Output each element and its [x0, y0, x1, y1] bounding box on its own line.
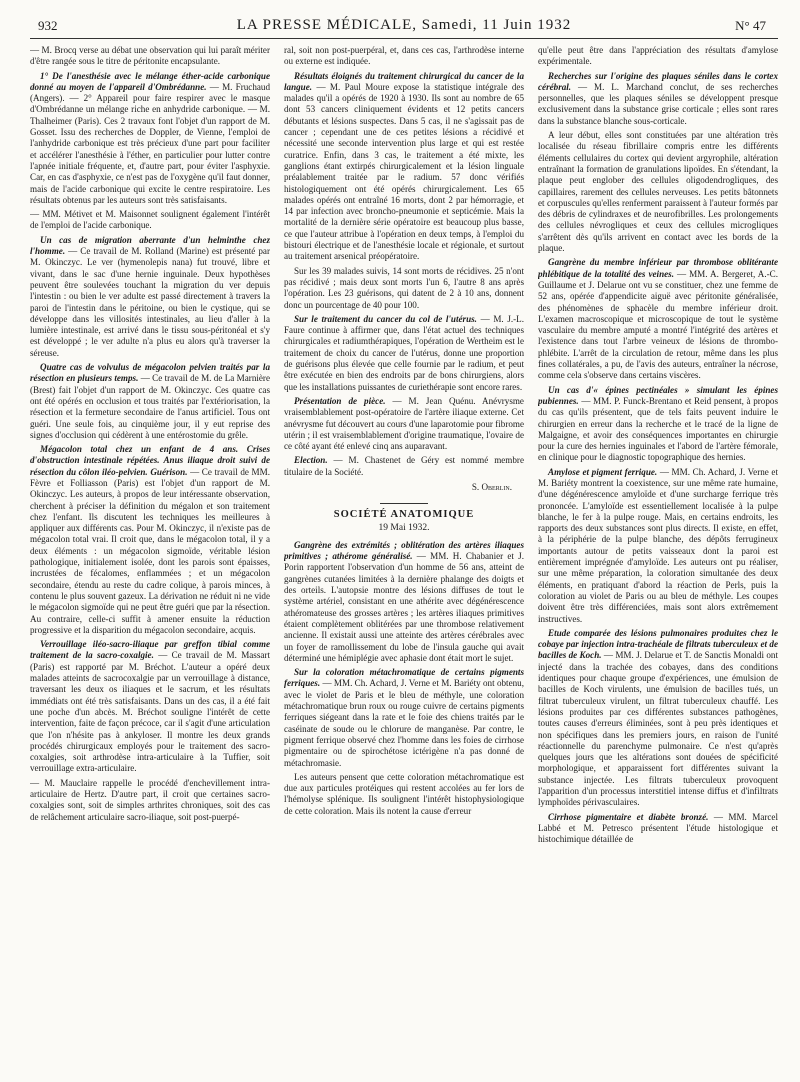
- paragraph: [30, 639, 270, 775]
- paragraph-text: — MM. P. Funck-Brentano et Reid pensent, à propos du cas qu'ils présentent, que de tels faits peuvent induire le chirurgien en erreur dans la recherche et le tracé de la ligne de Malgaigne, et avoir des conséquences importantes en chirurgie pour la cure des hernies inguinales et l'abord de l'artère fémorale, en clinique pour le diagnostic topographique des hernies.: [538, 395, 778, 463]
- paragraph-text: — MM. Ch. Achard, J. Verne et M. Bariéty montrent la coexistence, sur une même rate humaine, d'une dégénérescence amyloïde et d'une surcharge ferrique très prononcée. L'amyloïde est essentiellement localisée à la pulpe blanche, le fer à la pulpe rouge. Mais, en certains endroits, les rapports des deux substances sont plus directs. Il existe, en effet, à la périphérie de la pulpe blanche, des dépôts ferrugineux importants autour de petits vaisseaux dont la paroi est entièrement imprégnée d'amyloïde. Les auteurs ont pu réaliser, sur une même préparation, la coloration simultanée des deux éléments, en pratiquant d'abord la réaction de Perls, puis la coloration au violet de Paris ou au bleu de méthyle. Les coupes doivent être très différenciées, mais sont alors extrêmement instructives.: [538, 466, 778, 624]
- paragraph: [284, 540, 524, 664]
- masthead-title: LA PRESSE MÉDICALE, Samedi, 11 Juin 1932: [236, 17, 572, 33]
- article-heading: Recherches sur l'origine des plaques séniles dans le cortex cérébral.: [538, 70, 778, 92]
- paragraph-text: Les auteurs pensent que cette coloration métachromatique est due aux particules protéiques qui restent accolées au fer lors de l'hémolyse splénique. Ils soulignent l'intérêt histophysiologique de cette coloration. Mais ils notent la cause d'erreur: [284, 771, 524, 816]
- section-date: 19 Mai 1932.: [378, 522, 430, 533]
- column-left: [30, 45, 270, 1075]
- paragraph-text: — Ce travail de M. de La Marnière (Brest) fait l'objet d'un rapport de M. Okinczyc. Ces quatre cas ont été opérés en occlusion et tous traités par l'extériorisation, la résection et la fermeture secondaire de l'anus artificiel. Tous ont guéri. Une seule fois, au cinquième jour, il y eut reprise des signes d'occlusion qui cédèrent à une entérostomie du grêle.: [30, 373, 270, 440]
- paragraph: [30, 778, 270, 823]
- column-right: [538, 45, 778, 1075]
- paragraph: [284, 45, 524, 68]
- paragraph: [30, 71, 270, 207]
- paragraph: [284, 266, 524, 311]
- paragraph: [284, 455, 524, 478]
- paragraph-text: A leur début, elles sont constituées par une altération très localisée du réseau fibrillaire compris entre les différents éléments cellulaires du cortex qui devient argyrophile, altération entraînant la formation de granulations lipoïdes. En s'étendant, la plaque peut englober des cellules oligodendrogliques, des capillaires, rarement des cellules nerveuses. Les petits bâtonnets et corpuscules qu'elles renferment paraissent à l'auteur formés par des débris de cylindraxes et de neurofibrilles. Les prolongements des cellules névrogliques et ceux des cellules microgliques s'arrêtent dès qu'ils arrivent en contact avec les bords de la plaque.: [538, 130, 778, 254]
- article-heading: Un cas de migration aberrante d'un helminthe chez l'homme.: [30, 234, 270, 257]
- paragraph-text: ral, soit non post-puerpéral, et, dans ces cas, l'arthrodèse interne ou externe est indiquée.: [284, 45, 524, 67]
- section-title: SOCIÉTÉ ANATOMIQUE: [284, 503, 524, 520]
- paragraph: [30, 362, 270, 441]
- paragraph-text: — M. L. Marchand conclut, de ses recherches personnelles, que les plaques séniles se développent presque exclusivement dans la substance grise corticale ; elles sont rares dans la substance blanche sous-corticale.: [538, 81, 778, 126]
- paragraph-text: — M. Fruchaud (Angers). — 2° Appareil pour faire respirer avec le masque d'Ombrédanne un mélange riche en anhydride carbonique. — M. Thalheimer (Paris). Ces 2 travaux font l'objet d'un rapport de M. Gosset. Issu des recherches de Doppler, de Vienne, l'emploi de l'anhydride carbonique est très précieux d'une part pour faciliter et accélérer l'anesthésie à l'éther, en particulier pour lutter contre l'apnée initiale fréquente, et, d'autre part, pour éviter l'asphyxie. Car, en cas d'asphyxie, ce n'est pas de l'oxygène qu'il faut donner, mais de l'acide carbonique qui excite le centre respiratoire. Les résultats obtenus par les auteurs sont très satisfaisants.: [30, 81, 270, 205]
- paragraph-text: Sur les 39 malades suivis, 14 sont morts de récidives. 25 n'ont pas récidivé ; mais deux sont morts l'un 6, l'autre 8 ans après l'opération. Les 23 guérisons, qui datent de 2 à 10 ans, donnent donc un pourcentage de 40 pour 100.: [284, 265, 524, 310]
- article-heading: Gangrène du membre inférieur par thrombose oblitérante phlébitique de la totalité des veines.: [538, 257, 778, 279]
- column-middle: [284, 45, 524, 1075]
- paragraph-text: qu'elle peut être dans l'appréciation des résultats d'amylose expérimentale.: [538, 45, 778, 67]
- paragraph-text: — M. Chastenet de Géry est nommé membre titulaire de la Société.: [284, 455, 524, 477]
- paragraph: [538, 812, 778, 846]
- paragraph-text: — M. J.-L. Faure continue à affirmer que, dans l'état actuel des techniques chirurgicales et radiumthérapiques, l'opération de Wertheim est le traitement de choix du cancer de l'utérus, donne une proportion de guérisons plus élevée que celle fournie par le radium, et peut être exécutée en bien des endroits par de bons chirurgiens, alors que les installations puissantes de curiethérapie sont encore rares.: [284, 313, 524, 392]
- page-header: [30, 12, 778, 39]
- paragraph: [538, 467, 778, 625]
- article-heading: Amylose et pigment ferrique.: [548, 466, 658, 477]
- paragraph: [538, 628, 778, 809]
- paragraph: [538, 71, 778, 127]
- article-heading: Présentation de pièce.: [294, 395, 386, 406]
- paragraph-text: — MM. A. Bergeret, A.-C. Guillaume et J. Delarue ont vu se constituer, chez une femme de 52 ans, opérée d'appendicite aiguë avec péritonite généralisée, des phénomènes de sphacèle du membre inférieur droit. L'examen macroscopique et microscopique de tout le système vasculaire du membre amputé a montré l'intégrité des artères et l'existence dans tout l'arbre veineux de lésions de thrombo-phlébite. L'arrêt de la circulation de retour, même dans les plus fines collatérales, a pu, de l'avis des auteurs, entraîner la nécrose, comme cela s'observe dans certains viscères.: [538, 268, 778, 381]
- article-heading: Mégacolon total chez un enfant de 4 ans. Crises d'obstruction intestinale répétées. Anus iliaque droit suivi de résection du côlon iléo-pelvien. Guérison.: [30, 444, 270, 477]
- article-heading: Cirrhose pigmentaire et diabète bronzé.: [548, 811, 709, 822]
- paragraph: [538, 130, 778, 254]
- article-heading: Quatre cas de volvulus de mégacolon pelvien traités par la résection en plusieurs temps.: [30, 362, 270, 384]
- page-number: 932: [38, 18, 58, 33]
- article-heading: Un cas d'« épines pectinéales » simulant les épines pubiennes.: [538, 384, 778, 406]
- paragraph-text: — MM. Marcel Labbé et M. Petresco présentent l'étude histologique et histochimique détaillée de: [538, 811, 778, 845]
- paragraph: [538, 385, 778, 464]
- paragraph: [30, 45, 270, 68]
- paragraph: [30, 444, 270, 636]
- paragraph-text: — MM. Métivet et M. Maisonnet soulignent également l'intérêt de l'emploi de l'acide carbonique.: [30, 209, 270, 231]
- paragraph: [284, 314, 524, 393]
- paragraph-text: — MM. Ch. Achard, J. Verne et M. Bariéty ont obtenu, avec le violet de Paris et le bleu de méthyle, une coloration métachromatique brun roux ou rouge cuivre de certains pigments ferriques siégeant dans la rate et le foie des chiens traités par le caséinate de soude ou le chlorure de manganèse. Par contre, le pigment ferrique observé chez l'homme dans les foies de cirrhose pigmentaire ou de spirochétose ictérigène n'a pas donné de métachromasie.: [284, 678, 524, 768]
- paragraph: [30, 209, 270, 232]
- paragraph-text: — M. Paul Moure expose la statistique intégrale des malades qu'il a opérés de 1920 à 1930. Ils sont au nombre de 65 dont 53 cancers cliniquement évidents et 12 petits cancers débutants et lésions suspectes. Dans 5 cas, il ne s'agissait pas de cancer ; cependant une de ces petites lésions a récidivé et nécessité une seconde intervention plus large et qui est restée curatrice. Enfin, dans 3 cas, le traitement a été mixte, les ganglions étant extirpés chirurgicalement et la lésion linguale préalablement traitée par le radium. 57 donc vérifiés histologiquement ont été opérés chirurgicalement. Les 65 malades opérés ont entraîné 16 morts, dont 2 par hémorragie, et 14 par infection avec broncho-pneumonie et septicémie. Mais la mortalité de la dernière série opératoire est beaucoup plus basse, ce que l'auteur attribue à l'opération en deux temps, à l'emploi du bistouri électrique et de l'anesthésie locale et régionale, et surtout au traitement arsenical préopératoire.: [284, 81, 524, 262]
- paragraph: [284, 396, 524, 452]
- issue-number: N° 47: [735, 18, 766, 33]
- paragraph-text: — Ce travail de M. Massart (Paris) est rapporté par M. Bréchot. L'auteur a opéré deux malades atteints de sacrocoxalgie par un verrouillage à distance, traversant les deux os iliaques et le sacrum, et les résultats immédiats ont été très satisfaisants. Dans un des cas, il a été fait une poche d'un abcès. M. Bréchot souligne l'intérêt de cette intervention, faite de façon précoce, car il s'agit d'une articulation que l'on n'hésite pas à ankyloser. Il montre les deux grands procédés chirurgicaux employés pour le traitement des sacro-coxalgies, soit arthrodèse intra-articulaire à la Tuffier, soit verrouillage extra-articulaire.: [30, 650, 270, 774]
- article-heading: Résultats éloignés du traitement chirurgical du cancer de la langue.: [284, 70, 524, 92]
- paragraph: [284, 71, 524, 263]
- paragraph-text: — Ce travail de MM. Fèvre et Folliasson (Paris) est l'objet d'un rapport de M. Okinczyc. Les auteurs, à propos de leur intéressante observation, cherchent à préciser la définition du mégalon et son traitement chez l'enfant. Ils discutent les techniques les meilleures à appliquer aux différents cas. Pour M. Okinczyc, il n'existe pas de mégacolon total vrai. Il croit que, dans le mégacolon total, il y a deux éléments : un mégacolon sigmoïde, véritable lésion pathologique, initialement isolée, dont les parois sont épaisses, incrustées de fécalomes, enflammées ; et un mégacolon secondaire, étendu au reste du cadre colique, à parois minces, à contenu le plus souvent gazeux. La dérivation ne réduit ni ne vide le mégacolon sigmoïde qui ne peut être guéri que par la résection. Au contraire, celle-ci suffit à amener ensuite la réduction progressive et la disparition du mégacolon secondaire, acquis.: [30, 466, 270, 635]
- paragraph-text: — M. Jean Quénu. Anévrysme vraisemblablement post-opératoire de l'artère iliaque externe. Cet anévrysme fut découvert au cours d'une laparotomie pour fibrome utérin ; il est vraisemblablement d'origine traumatique, l'ovaire de ce côté ayant été enlevé cinq ans auparavant.: [284, 395, 524, 452]
- article-heading: Gangrène des extrémités ; oblitération des artères iliaques primitives ; athérome généralisé.: [284, 539, 524, 562]
- paragraph: [538, 257, 778, 381]
- article-heading: 1° De l'anesthésie avec le mélange éther-acide carbonique donné au moyen de l'appareil d'Ombrédanne.: [30, 70, 270, 92]
- article-heading: Verrouillage iléo-sacro-iliaque par greffon tibial comme traitement de la sacro-coxalgie.: [30, 639, 270, 661]
- text-columns: [30, 39, 778, 1075]
- paragraph: [30, 235, 270, 359]
- paragraph: [538, 45, 778, 68]
- paragraph-text: — MM. J. Delarue et T. de Sanctis Monaldi ont injecté dans la trachée des cobayes, dans des conditions identiques pour chaque groupe d'expériences, une émulsion de bacilles de Koch virulents, une émulsion de bacilles tués, un filtrat tuberculeux virulent, un filtrat tuberculeux chauffé. Les lésions produites par ces différentes substances pathogènes, toutes causes d'erreurs éliminées, sont à peu près identiques et non spécifiques dans les premiers jours, en raison de l'unité réactionnelle du parenchyme pulmonaire. Ce n'est qu'après quelques jours que les altérations sont douées de spécificité morphologique, et apparaissent fort différentes suivant la substance injectée. Les filtrats tuberculeux provoquent l'apparition d'un processus interstitiel intense diffus et d'infiltrats lymphoïdes périvasculaires.: [538, 650, 778, 808]
- paragraph: [284, 667, 524, 769]
- article-heading: Election.: [294, 455, 328, 466]
- paragraph-text: — MM. H. Chabanier et J. Porin rapportent l'observation d'un homme de 56 ans, atteint de gangrènes cutanées limitées à la dernière phalange des doigts et des orteils. L'autopsie montre des lésions diffuses de tout le système artériel, consistant en une athérite avec dégénérescence athéromateuse des grosses artères ; les artères iliaques primitives étaient complètement oblitérées par une thrombose relativement ancienne. Il existait aussi une atteinte des artères cérébrales avec un foyer de ramollissement du lobe de l'insula gauche qui avait déterminé une hémiplégie avec aphasie dont était mort le sujet.: [284, 551, 524, 663]
- signature: S. Oberlin.: [471, 481, 512, 492]
- paragraph-text: — Ce travail de M. Rolland (Marine) est présenté par M. Okinczyc. Le ver (hymenolepis nana) fut trouvé, libre et vivant, dans le sac d'une hernie inguinale. Deux hypothèses peuvent être soulevées touchant la migration du ver depuis l'intestin : ou bien le ver adulte est passé directement à travers la paroi de l'intestin dans le péritoine, ou bien le cystique, qui se développe dans les villosités intestinales, au lieu d'aller à la lumière intestinale, est arrivé dans le tissu sous-péritonéal et s'y est développé ; le ver adulte n'a plus eu alors qu'à traverser la séreuse.: [30, 246, 270, 358]
- article-heading: Sur la coloration métachromatique de certains pigments ferriques.: [284, 667, 524, 689]
- article-heading: Sur le traitement du cancer du col de l'utérus.: [294, 313, 477, 324]
- paragraph-text: — M. Brocq verse au débat une observation qui lui paraît mériter d'être rangée sous le titre de péritonite encapsulante.: [30, 45, 270, 67]
- paragraph-text: — M. Mauclaire rappelle le procédé d'enchevillement intra-articulaire de Hertz. D'autre part, il croit que certaines sacro-coxalgies sont, soit de simples arthrites chroniques, soit des cas de relâchement articulaire sacro-iliaque, soit post-puerpé-: [30, 777, 270, 822]
- paragraph: [284, 772, 524, 817]
- article-heading: Etude comparée des lésions pulmonaires produites chez le cobaye par injection intra-trachéale de filtrats tuberculeux et de bacilles de Koch.: [538, 627, 778, 661]
